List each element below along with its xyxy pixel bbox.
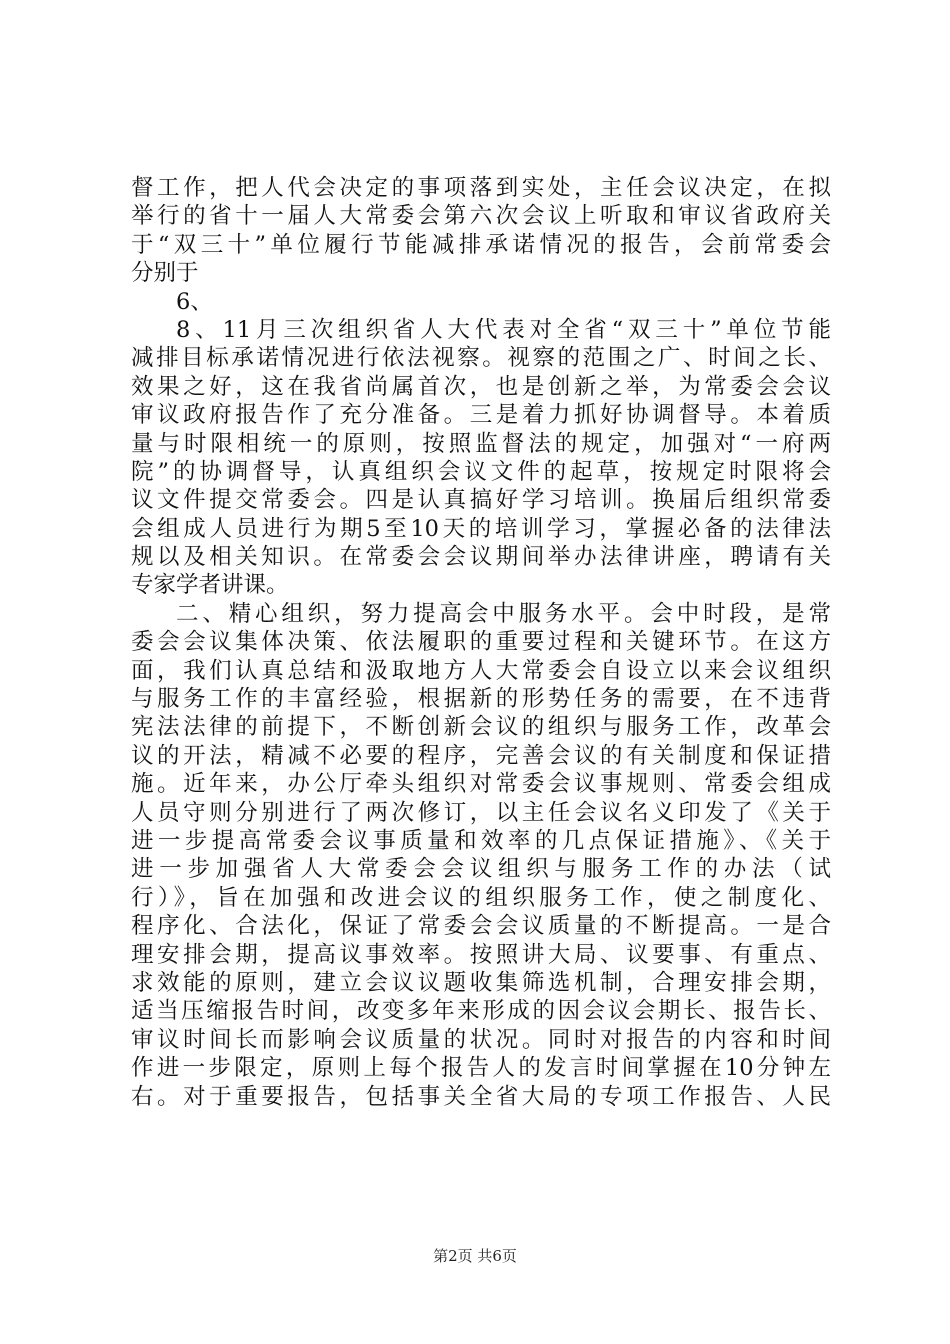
text-line: 议文件提交常委会。四是认真搞好学习培训。换届后组织常委 [131, 487, 831, 514]
text-line: 督工作，把人代会决定的事项落到实处，主任会议决定，在拟 [131, 175, 831, 201]
text-line: 减排目标承诺情况进行依法视察。视察的范围之广、时间之长、 [131, 345, 831, 372]
text-line: 宪法法律的前提下，不断创新会议的组织与服务工作，改革会 [131, 714, 831, 741]
text-line: 6、 [176, 288, 213, 315]
text-line: 委会会议集体决策、依法履职的重要过程和关键环节。在这方 [131, 629, 831, 656]
text-line: 8、11月三次组织省人大代表对全省“双三十”单位节能 [176, 316, 831, 343]
text-line: 人员守则分别进行了两次修订，以主任会议名义印发了《关于 [131, 799, 831, 826]
text-line: 会组成人员进行为期5至10天的培训学习，掌握必备的法律法 [131, 515, 831, 542]
text-line: 作进一步限定，原则上每个报告人的发言时间掌握在10分钟左 [131, 1055, 831, 1082]
text-line: 进一步加强省人大常委会会议组织与服务工作的办法（试 [131, 856, 831, 883]
text-line: 效果之好，这在我省尚属首次，也是创新之举，为常委会会议 [131, 373, 831, 400]
text-line: 举行的省十一届人大常委会第六次会议上听取和审议省政府关 [131, 203, 831, 230]
text-line: 分别于 [131, 260, 199, 287]
text-line: 与服务工作的丰富经验，根据新的形势任务的需要，在不违背 [131, 686, 831, 713]
text-line: 进一步提高常委会议事质量和效率的几点保证措施》、《关于 [131, 827, 831, 854]
text-line: 二、精心组织，努力提高会中服务水平。会中时段，是常 [176, 600, 831, 627]
text-line: 适当压缩报告时间，改变多年来形成的因会议会期长、报告长、 [131, 998, 831, 1025]
text-line: 求效能的原则，建立会议议题收集筛选机制，合理安排会期， [131, 969, 831, 996]
body-text [131, 174, 831, 1111]
text-line: 施。近年来，办公厅牵头组织对常委会议事规则、常委会组成 [131, 771, 831, 798]
text-line: 规以及相关知识。在常委会会议期间举办法律讲座，聘请有关 [131, 544, 831, 571]
text-line: 理安排会期，提高议事效率。按照讲大局、议要事、有重点、 [131, 941, 831, 968]
text-line: 审议政府报告作了充分准备。三是着力抓好协调督导。本着质 [131, 402, 831, 429]
text-line: 议的开法，精减不必要的程序，完善会议的有关制度和保证措 [131, 742, 831, 769]
text-line: 审议时间长而影响会议质量的状况。同时对报告的内容和时间 [131, 1026, 831, 1053]
text-line: 面，我们认真总结和汲取地方人大常委会自设立以来会议组织 [131, 657, 831, 684]
text-line: 右。对于重要报告，包括事关全省大局的专项工作报告、人民 [131, 1083, 831, 1110]
text-line: 行）》，旨在加强和改进会议的组织服务工作，使之制度化、 [131, 884, 831, 911]
text-line: 院”的协调督导，认真组织会议文件的起草，按规定时限将会 [131, 458, 831, 485]
page-number-footer: 第2页 共6页 [433, 1247, 517, 1265]
text-line: 程序化、合法化，保证了常委会会议质量的不断提高。一是合 [131, 913, 831, 940]
text-line: 专家学者讲课。 [131, 572, 289, 599]
text-line: 于“双三十”单位履行节能减排承诺情况的报告，会前常委会 [131, 231, 831, 258]
text-line: 量与时限相统一的原则，按照监督法的规定，加强对“一府两 [131, 430, 831, 457]
